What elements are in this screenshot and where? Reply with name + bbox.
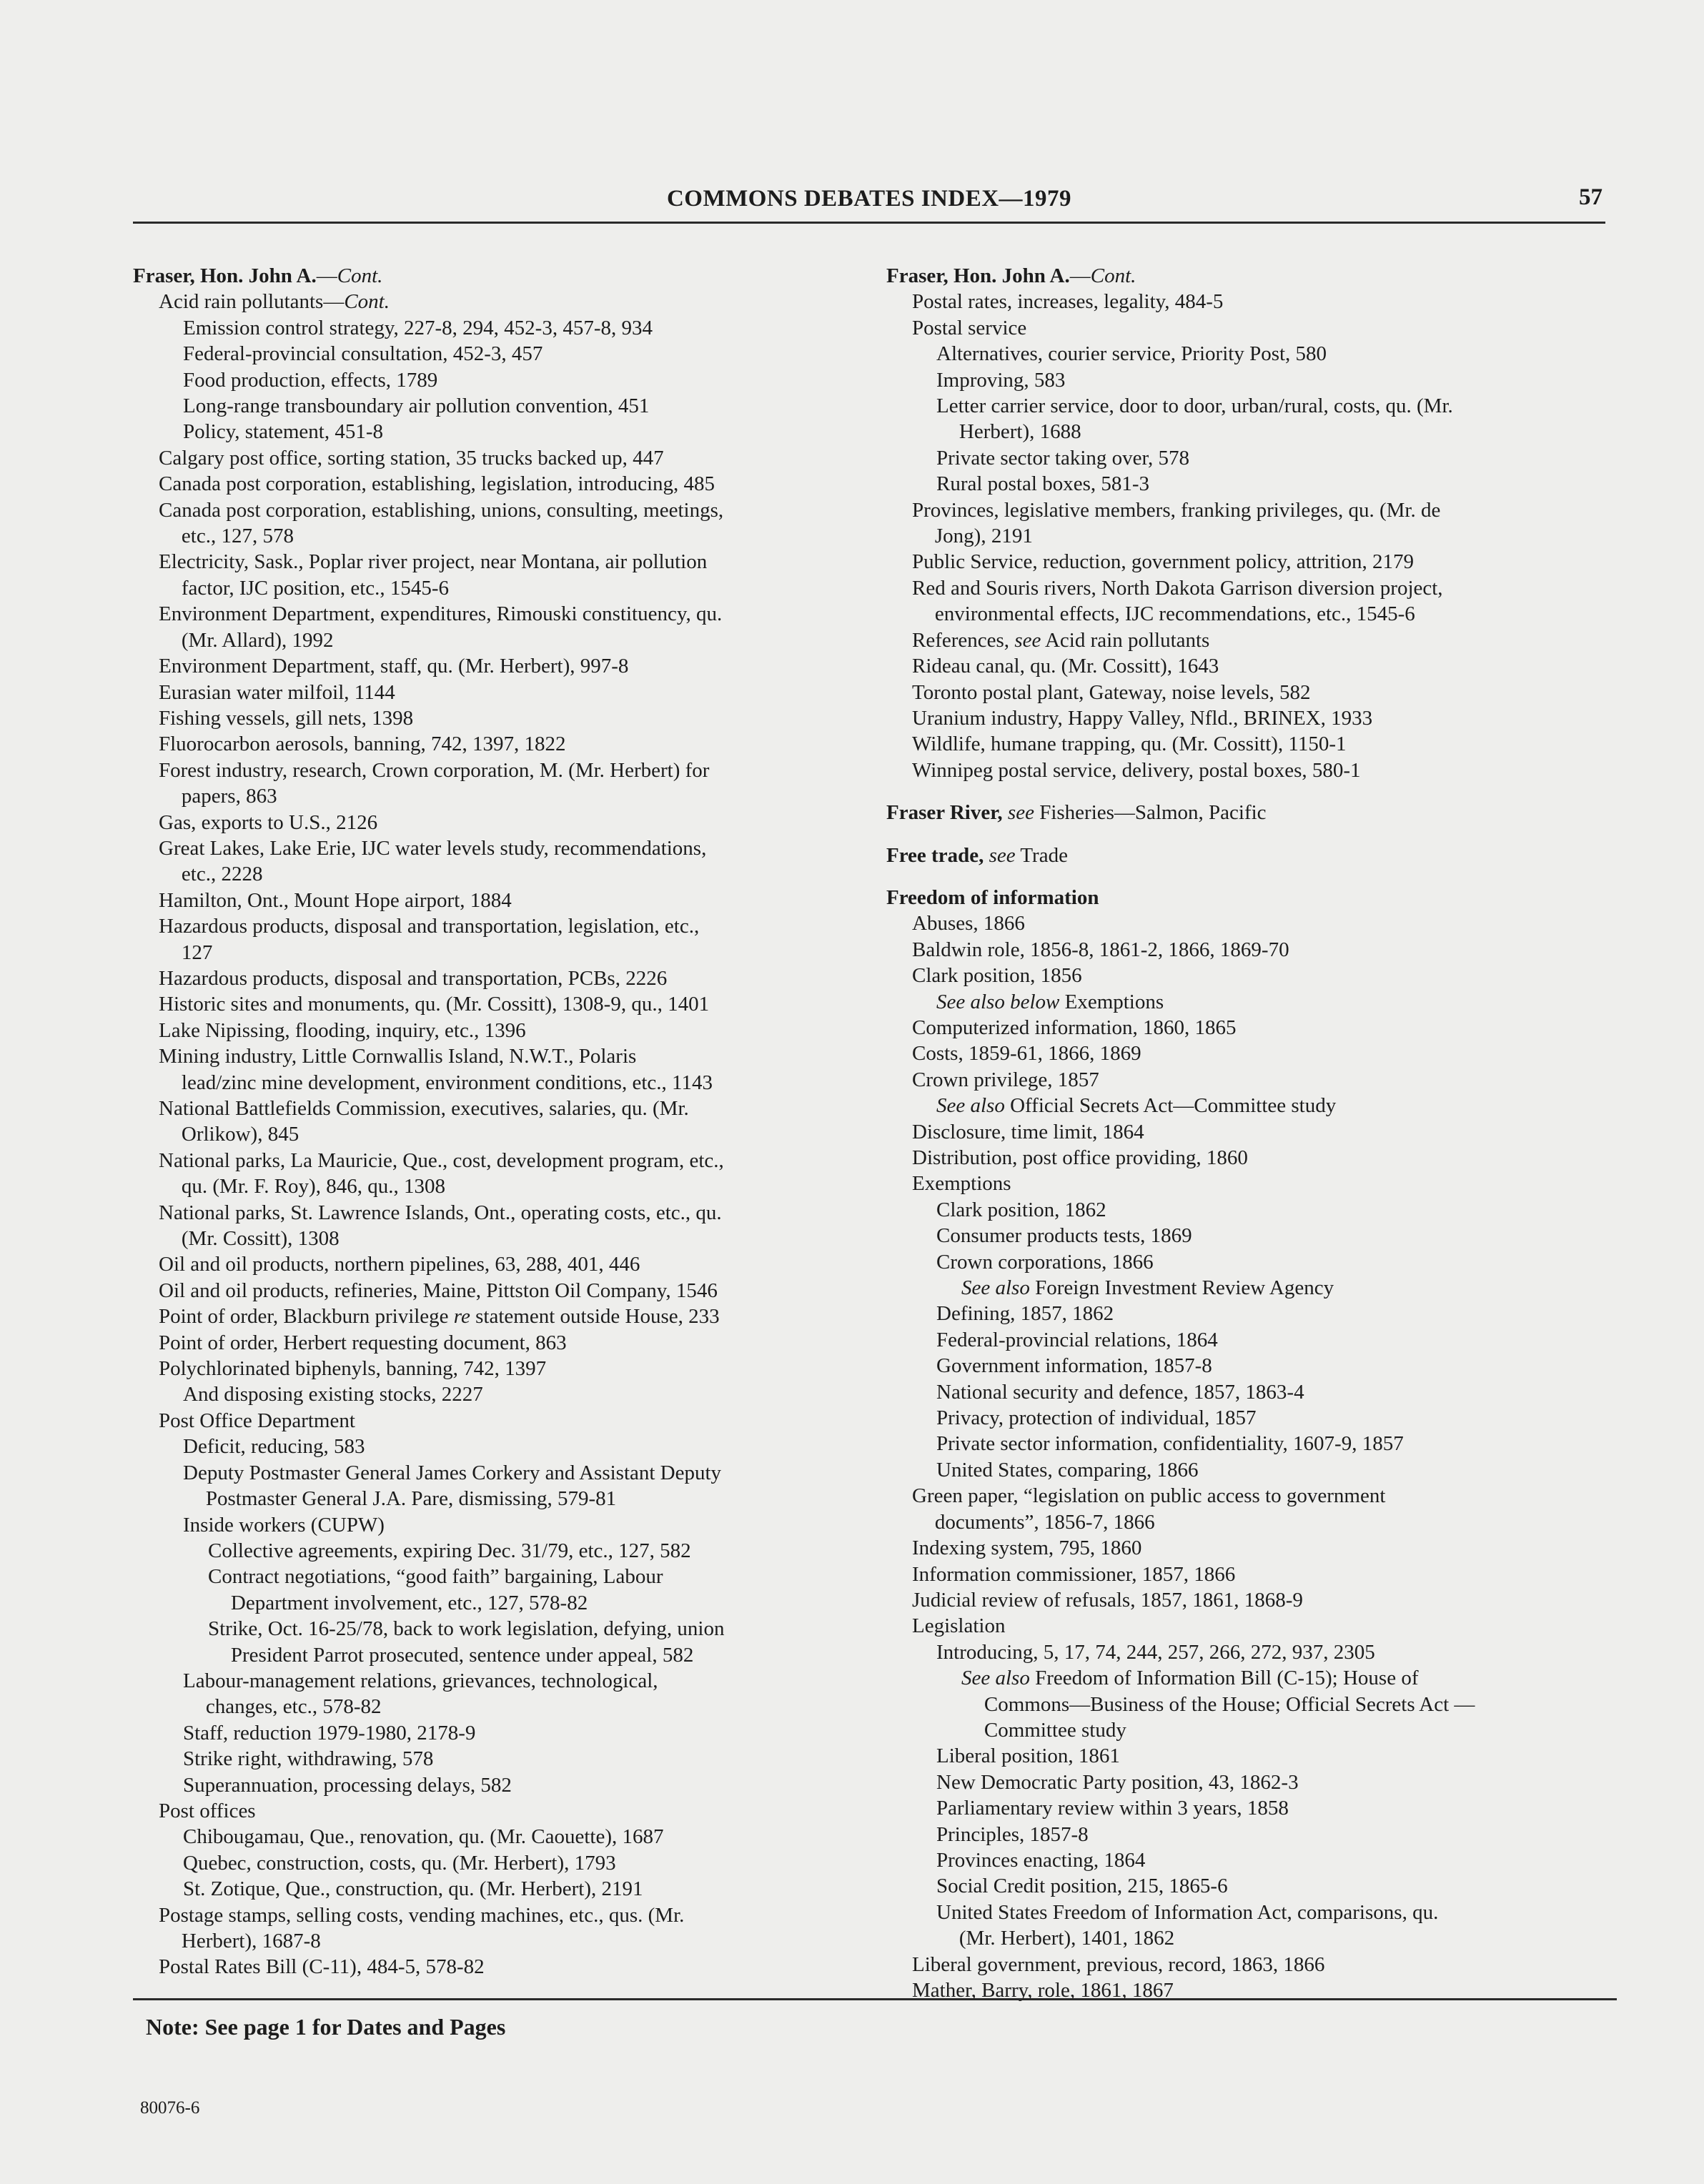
entry-text: National parks, St. Lawrence Islands, Ont., operating costs, etc., qu. [159,1201,722,1224]
entry-text: Wildlife, humane trapping, qu. (Mr. Cossitt), 1150-1 [912,733,1347,756]
entry-text: Fraser, Hon. John A. [886,264,1070,287]
index-entry [961,1665,1630,1743]
entry-text: Federal-provincial consultation, 452-3, 457 [183,342,543,366]
index-entry [912,1535,1630,1561]
index-entry [159,1278,862,1304]
index-entry [912,680,1630,705]
entry-text: lead/zinc mine development, environment conditions, etc., 1143 [181,1071,713,1094]
entry-text: Free trade, [886,843,984,867]
entry-text: Canada post corporation, establishing, legislation, introducing, 485 [159,472,715,496]
index-entry [936,1197,1630,1223]
index-entry [912,1613,1630,1639]
entry-text: Committee study [984,1718,1126,1742]
index-entry [912,1952,1630,1977]
index-entry [936,1847,1630,1873]
entry-text: President Parrot prosecuted, sentence under appeal, 582 [230,1643,694,1667]
entry-text: Crown corporations, 1866 [936,1250,1154,1274]
index-entry [159,445,862,471]
entry-text: Orlikow), 845 [181,1123,299,1146]
entry-text: References, [912,628,1015,652]
entry-text: Freedom of Information Bill (C-15); House of [1029,1667,1419,1690]
index-entry [159,497,862,550]
entry-text: see [1007,801,1034,825]
index-entry [183,1720,862,1746]
index-entry [936,471,1630,497]
index-entry [159,810,862,835]
index-entry [912,1119,1630,1145]
index-entry [159,1408,862,1434]
entry-text: Disclosure, time limit, 1864 [912,1120,1144,1143]
entry-text: Inside workers (CUPW) [183,1513,385,1537]
index-entry [159,1798,862,1824]
entry-text: Letter carrier service, door to door, urban/rural, costs, qu. (Mr. [936,394,1453,418]
index-entry [183,1850,862,1876]
index-entry [183,341,862,367]
index-entry [159,1304,862,1329]
entry-text: Winnipeg postal service, delivery, postal boxes, 580-1 [912,758,1361,782]
entry-text: (Mr. Herbert), 1401, 1862 [958,1927,1175,1950]
entry-text: Baldwin role, 1856-8, 1861-2, 1866, 1869-70 [912,938,1289,961]
entry-text: Foreign Investment Review Agency [1029,1276,1334,1300]
print-code: 80076-6 [140,2098,200,2118]
entry-text: etc., 127, 578 [181,525,294,548]
index-entry [912,1587,1630,1613]
entry-text: Consumer products tests, 1869 [936,1224,1192,1248]
entry-text: Forest industry, research, Crown corporation, M. (Mr. Herbert) for [159,758,710,782]
entry-text: Gas, exports to U.S., 2126 [159,810,378,834]
index-entry [159,601,862,653]
entry-text: National parks, La Mauricie, Que., cost, development program, etc., [159,1148,724,1172]
index-entry [912,1015,1630,1041]
entry-text: Computerized information, 1860, 1865 [912,1016,1237,1039]
index-entry [912,1041,1630,1066]
entry-text: Point of order, Blackburn privilege [159,1305,454,1329]
entry-text: Postal rates, increases, legality, 484-5 [912,290,1224,314]
index-entry [183,1512,862,1538]
index-entry [912,289,1630,314]
entry-text: Costs, 1859-61, 1866, 1869 [912,1042,1141,1066]
index-entry [183,1824,862,1850]
entry-text: — [1069,264,1091,287]
index-entry [159,1200,862,1252]
index-entry [912,1145,1630,1171]
entry-text: Exemptions [912,1172,1011,1196]
entry-text: statement outside House, 233 [470,1305,720,1329]
entry-text: Liberal position, 1861 [936,1744,1120,1768]
index-entry [159,1356,862,1381]
index-entry [936,1743,1630,1769]
entry-text: Canada post corporation, establishing, unions, consulting, meetings, [159,498,724,522]
entry-text: Cont. [1090,264,1136,287]
index-entry [936,1431,1630,1456]
entry-text: Deputy Postmaster General James Corkery and Assistant Deputy [183,1461,722,1484]
entry-text: Department involvement, etc., 127, 578-82 [230,1591,588,1614]
index-entry [912,653,1630,679]
entry-text: Legislation [912,1614,1006,1638]
entry-text: Policy, statement, 451-8 [183,420,384,444]
index-entry [936,1822,1630,1847]
entry-text: Superannuation, processing delays, 582 [183,1773,512,1797]
entry-text: Privacy, protection of individual, 1857 [936,1406,1257,1430]
index-heading [133,263,862,289]
entry-text: Private sector taking over, 578 [936,446,1189,470]
entry-text: Judicial review of refusals, 1857, 1861, 1868-9 [912,1588,1303,1612]
entry-text: Improving, 583 [936,368,1066,392]
index-entry [159,758,862,810]
entry-text: Rideau canal, qu. (Mr. Cossitt), 1643 [912,655,1219,678]
entry-text: Environment Department, staff, qu. (Mr. Herbert), 997-8 [159,655,629,678]
footer-divider [133,1998,1617,2000]
entry-text: — [316,264,337,287]
index-entry [912,1171,1630,1196]
entry-text: Provinces enacting, 1864 [936,1848,1146,1872]
index-entry [183,367,862,393]
index-entry [912,1067,1630,1093]
entry-text [1003,801,1008,824]
entry-text [984,844,989,867]
index-entry [936,1795,1630,1821]
entry-text: Clark position, 1862 [936,1198,1106,1221]
entry-text: Emission control strategy, 227-8, 294, 452-3, 457-8, 934 [183,316,653,339]
index-entry [159,1018,862,1043]
entry-text: Exemptions [1059,990,1164,1013]
entry-text: re [453,1305,470,1329]
entry-text: 127 [181,940,213,964]
entry-text: Acid rain pollutants [1041,628,1210,652]
entry-text: Toronto postal plant, Gateway, noise levels, 582 [912,680,1311,704]
entry-text: Parliamentary review within 3 years, 1858 [936,1797,1289,1820]
entry-text: Strike right, withdrawing, 578 [183,1747,434,1771]
index-entry [912,963,1630,988]
entry-text: (Mr. Allard), 1992 [181,628,334,652]
index-entry [159,1096,862,1148]
index-entry [936,1405,1630,1431]
index-column-right [886,263,1630,2003]
entry-text: New Democratic Party position, 43, 1862-3 [936,1770,1299,1794]
entry-text: see [989,843,1016,867]
entry-text: Polychlorinated biphenyls, banning, 742, 1397 [159,1357,547,1381]
index-entry [936,1249,1630,1275]
index-entry [936,1353,1630,1379]
index-entry [936,1639,1630,1665]
entry-text: Green paper, “legislation on public access to government [912,1484,1386,1508]
entry-text: Strike, Oct. 16-25/78, back to work legislation, defying, union [208,1617,725,1641]
entry-text: Great Lakes, Lake Erie, IJC water levels study, recommendations, [159,836,707,860]
entry-text: Deficit, reducing, 583 [183,1435,365,1459]
index-entry [912,315,1630,341]
index-entry [936,341,1630,367]
index-entry [183,315,862,341]
entry-text: Oil and oil products, refineries, Maine, Pittston Oil Company, 1546 [159,1279,718,1302]
index-entry [159,549,862,601]
entry-text: Trade [1015,843,1068,867]
index-entry [912,1483,1630,1535]
entry-text: Historic sites and monuments, qu. (Mr. Cossitt), 1308-9, qu., 1401 [159,993,710,1016]
entry-text: Fishing vessels, gill nets, 1398 [159,706,414,730]
index-entry [159,705,862,731]
entry-text: Clark position, 1856 [912,964,1082,988]
entry-text: Fisheries—Salmon, Pacific [1034,801,1267,825]
index-entry [912,1562,1630,1587]
index-entry [159,913,862,966]
entry-text: Contract negotiations, “good faith” bargaining, Labour [208,1565,663,1589]
entry-text: Oil and oil products, northern pipelines, 63, 288, 401, 446 [159,1253,640,1276]
entry-text: environmental effects, IJC recommendations, etc., 1545-6 [934,602,1415,626]
index-entry [159,471,862,497]
index-entry [936,1093,1630,1118]
entry-text: changes, etc., 578-82 [205,1695,382,1719]
index-entry [183,1746,862,1772]
entry-text: documents”, 1856-7, 1866 [934,1510,1155,1534]
index-entry [208,1538,862,1564]
index-entry [159,731,862,757]
page-number: 57 [1579,184,1603,210]
index-entry [183,1876,862,1902]
index-entry [159,653,862,679]
index-entry [183,1668,862,1720]
entry-text: Principles, 1857-8 [936,1822,1089,1846]
entry-text: Government information, 1857-8 [936,1354,1212,1378]
entry-text: Distribution, post office providing, 1860 [912,1146,1248,1169]
index-heading [886,843,1630,868]
entry-text: United States, comparing, 1866 [936,1458,1199,1481]
entry-text: Environment Department, expenditures, Rimouski constituency, qu. [159,602,723,626]
entry-text: Provinces, legislative members, franking privileges, qu. (Mr. de [912,498,1441,522]
entry-text: United States Freedom of Information Act, comparisons, qu. [936,1900,1439,1924]
index-entry [936,1457,1630,1483]
entry-text: Post offices [159,1799,256,1822]
index-entry [936,1873,1630,1899]
entry-text: See also below [936,990,1060,1013]
entry-text: Electricity, Sask., Poplar river project, near Montana, air pollution [159,550,708,574]
entry-text: Liberal government, previous, record, 1863, 1866 [912,1952,1325,1976]
index-entry [159,1043,862,1096]
index-entry [159,1148,862,1200]
entry-text: see [1014,628,1041,652]
index-entry [936,1301,1630,1326]
entry-text: (Mr. Cossitt), 1308 [181,1227,340,1251]
entry-text: Acid rain pollutants— [159,290,345,314]
entry-text: papers, 863 [181,785,277,808]
entry-text: Herbert), 1688 [958,420,1081,444]
entry-text: Lake Nipissing, flooding, inquiry, etc., 1396 [159,1018,526,1042]
index-entry [159,680,862,705]
index-entry [912,575,1630,627]
index-entry [936,1769,1630,1795]
index-entry [912,937,1630,963]
entry-text: Abuses, 1866 [912,912,1025,935]
index-entry [183,393,862,419]
index-entry [936,367,1630,393]
entry-text: qu. (Mr. F. Roy), 846, qu., 1308 [181,1175,445,1198]
entry-text: Social Credit position, 215, 1865-6 [936,1875,1228,1898]
entry-text: Hazardous products, disposal and transportation, PCBs, 2226 [159,966,668,990]
entry-text: Herbert), 1687-8 [181,1930,321,1952]
entry-text: Jong), 2191 [934,525,1033,548]
entry-text: Cont. [337,264,383,287]
index-entry [159,289,862,314]
entry-text: Eurasian water milfoil, 1144 [159,680,395,704]
index-entry [912,705,1630,731]
index-entry [936,1327,1630,1353]
index-entry [912,627,1630,653]
entry-text: St. Zotique, Que., construction, qu. (Mr. Herbert), 2191 [183,1877,643,1901]
index-entry [912,731,1630,757]
entry-text: Postal Rates Bill (C-11), 484-5, 578-82 [159,1955,485,1979]
entry-text: Chibougamau, Que., renovation, qu. (Mr. Caouette), 1687 [183,1825,664,1849]
entry-text: Long-range transboundary air pollution convention, 451 [183,394,650,418]
entry-text: Postage stamps, selling costs, vending machines, etc., qus. (Mr. [159,1903,685,1927]
index-entry [159,1330,862,1356]
entry-text: Mining industry, Little Cornwallis Island, N.W.T., Polaris [159,1045,637,1068]
index-entry [936,1900,1630,1952]
entry-text: Crown privilege, 1857 [912,1068,1099,1091]
entry-text: Freedom of information [886,885,1099,909]
index-entry [159,991,862,1017]
entry-text: Indexing system, 795, 1860 [912,1537,1142,1560]
index-entry [159,966,862,991]
entry-text: Labour-management relations, grievances, technological, [183,1669,658,1692]
entry-text: Point of order, Herbert requesting document, 863 [159,1331,567,1354]
entry-text: Cont. [344,290,390,314]
entry-text: And disposing existing stocks, 2227 [183,1383,483,1406]
index-entry [936,989,1630,1015]
entry-text: Fluorocarbon aerosols, banning, 742, 1397, 1822 [159,733,566,756]
index-entry [183,1434,862,1459]
index-heading [886,263,1630,289]
index-entry [208,1564,862,1616]
index-entry [183,1772,862,1798]
entry-text: Alternatives, courier service, Priority Post, 580 [936,342,1327,366]
entry-text: factor, IJC position, etc., 1545-6 [181,576,450,600]
page-header [133,184,1605,224]
entry-text: Defining, 1857, 1862 [936,1302,1114,1326]
index-entry [936,1379,1630,1405]
index-entry [912,549,1630,575]
index-entry [183,419,862,445]
entry-text: Introducing, 5, 17, 74, 244, 257, 266, 272, 937, 2305 [936,1640,1375,1664]
entry-text: Information commissioner, 1857, 1866 [912,1562,1236,1586]
entry-text: Fraser River, [886,801,1003,825]
index-column-left [133,263,862,1980]
entry-text: Staff, reduction 1979-1980, 2178-9 [183,1721,476,1744]
entry-text: See also [961,1276,1030,1300]
index-entry [159,835,862,888]
entry-text: See also [961,1667,1030,1690]
entry-text: Commons—Business of the House; Official Secrets Act — [984,1692,1475,1716]
index-entry [936,393,1630,445]
index-entry [159,1954,862,1980]
entry-text: Private sector information, confidentiality, 1607-9, 1857 [936,1432,1404,1456]
index-entry [183,1460,862,1512]
entry-text: Postmaster General J.A. Pare, dismissing, 579-81 [205,1487,617,1511]
index-entry [936,445,1630,471]
index-entry [936,1223,1630,1249]
entry-text: Collective agreements, expiring Dec. 31/79, etc., 127, 582 [208,1539,691,1562]
index-entry [912,497,1630,550]
entry-text: Public Service, reduction, government policy, attrition, 2179 [912,550,1415,574]
entry-text: Postal service [912,316,1027,339]
entry-text: Rural postal boxes, 581-3 [936,472,1150,496]
index-heading [886,885,1630,910]
entry-text: See also [936,1094,1005,1118]
entry-text: Food production, effects, 1789 [183,368,438,392]
entry-text: Quebec, construction, costs, qu. (Mr. Herbert), 1793 [183,1851,616,1875]
entry-text: Fraser, Hon. John A. [133,264,317,287]
index-entry [159,1251,862,1277]
entry-text: Official Secrets Act—Committee study [1004,1094,1337,1118]
index-heading [886,800,1630,825]
entry-text: Uranium industry, Happy Valley, Nfld., BRINEX, 1933 [912,706,1373,730]
entry-text: Hazardous products, disposal and transportation, legislation, etc., [159,915,700,938]
page-title: COMMONS DEBATES INDEX—1979 [666,186,1072,212]
entry-text: Post Office Department [159,1409,355,1432]
entry-text: etc., 2228 [181,863,263,886]
index-entry [159,1902,862,1955]
index-entry [961,1275,1630,1301]
entry-text: Mather, Barry, role, 1861, 1867 [912,1979,1174,2002]
entry-text: Calgary post office, sorting station, 35 trucks backed up, 447 [159,446,664,470]
entry-text: Hamilton, Ont., Mount Hope airport, 1884 [159,888,512,912]
entry-text: Federal-provincial relations, 1864 [936,1328,1218,1351]
index-entry [159,888,862,913]
footer-note: Note: See page 1 for Dates and Pages [146,2014,506,2040]
index-entry [912,758,1630,783]
index-entry [208,1616,862,1668]
index-entry [912,910,1630,936]
entry-text: National Battlefields Commission, executives, salaries, qu. (Mr. [159,1097,689,1120]
entry-text: National security and defence, 1857, 1863-4 [936,1380,1304,1404]
index-entry [183,1381,862,1407]
entry-text: Red and Souris rivers, North Dakota Garrison diversion project, [912,576,1443,600]
